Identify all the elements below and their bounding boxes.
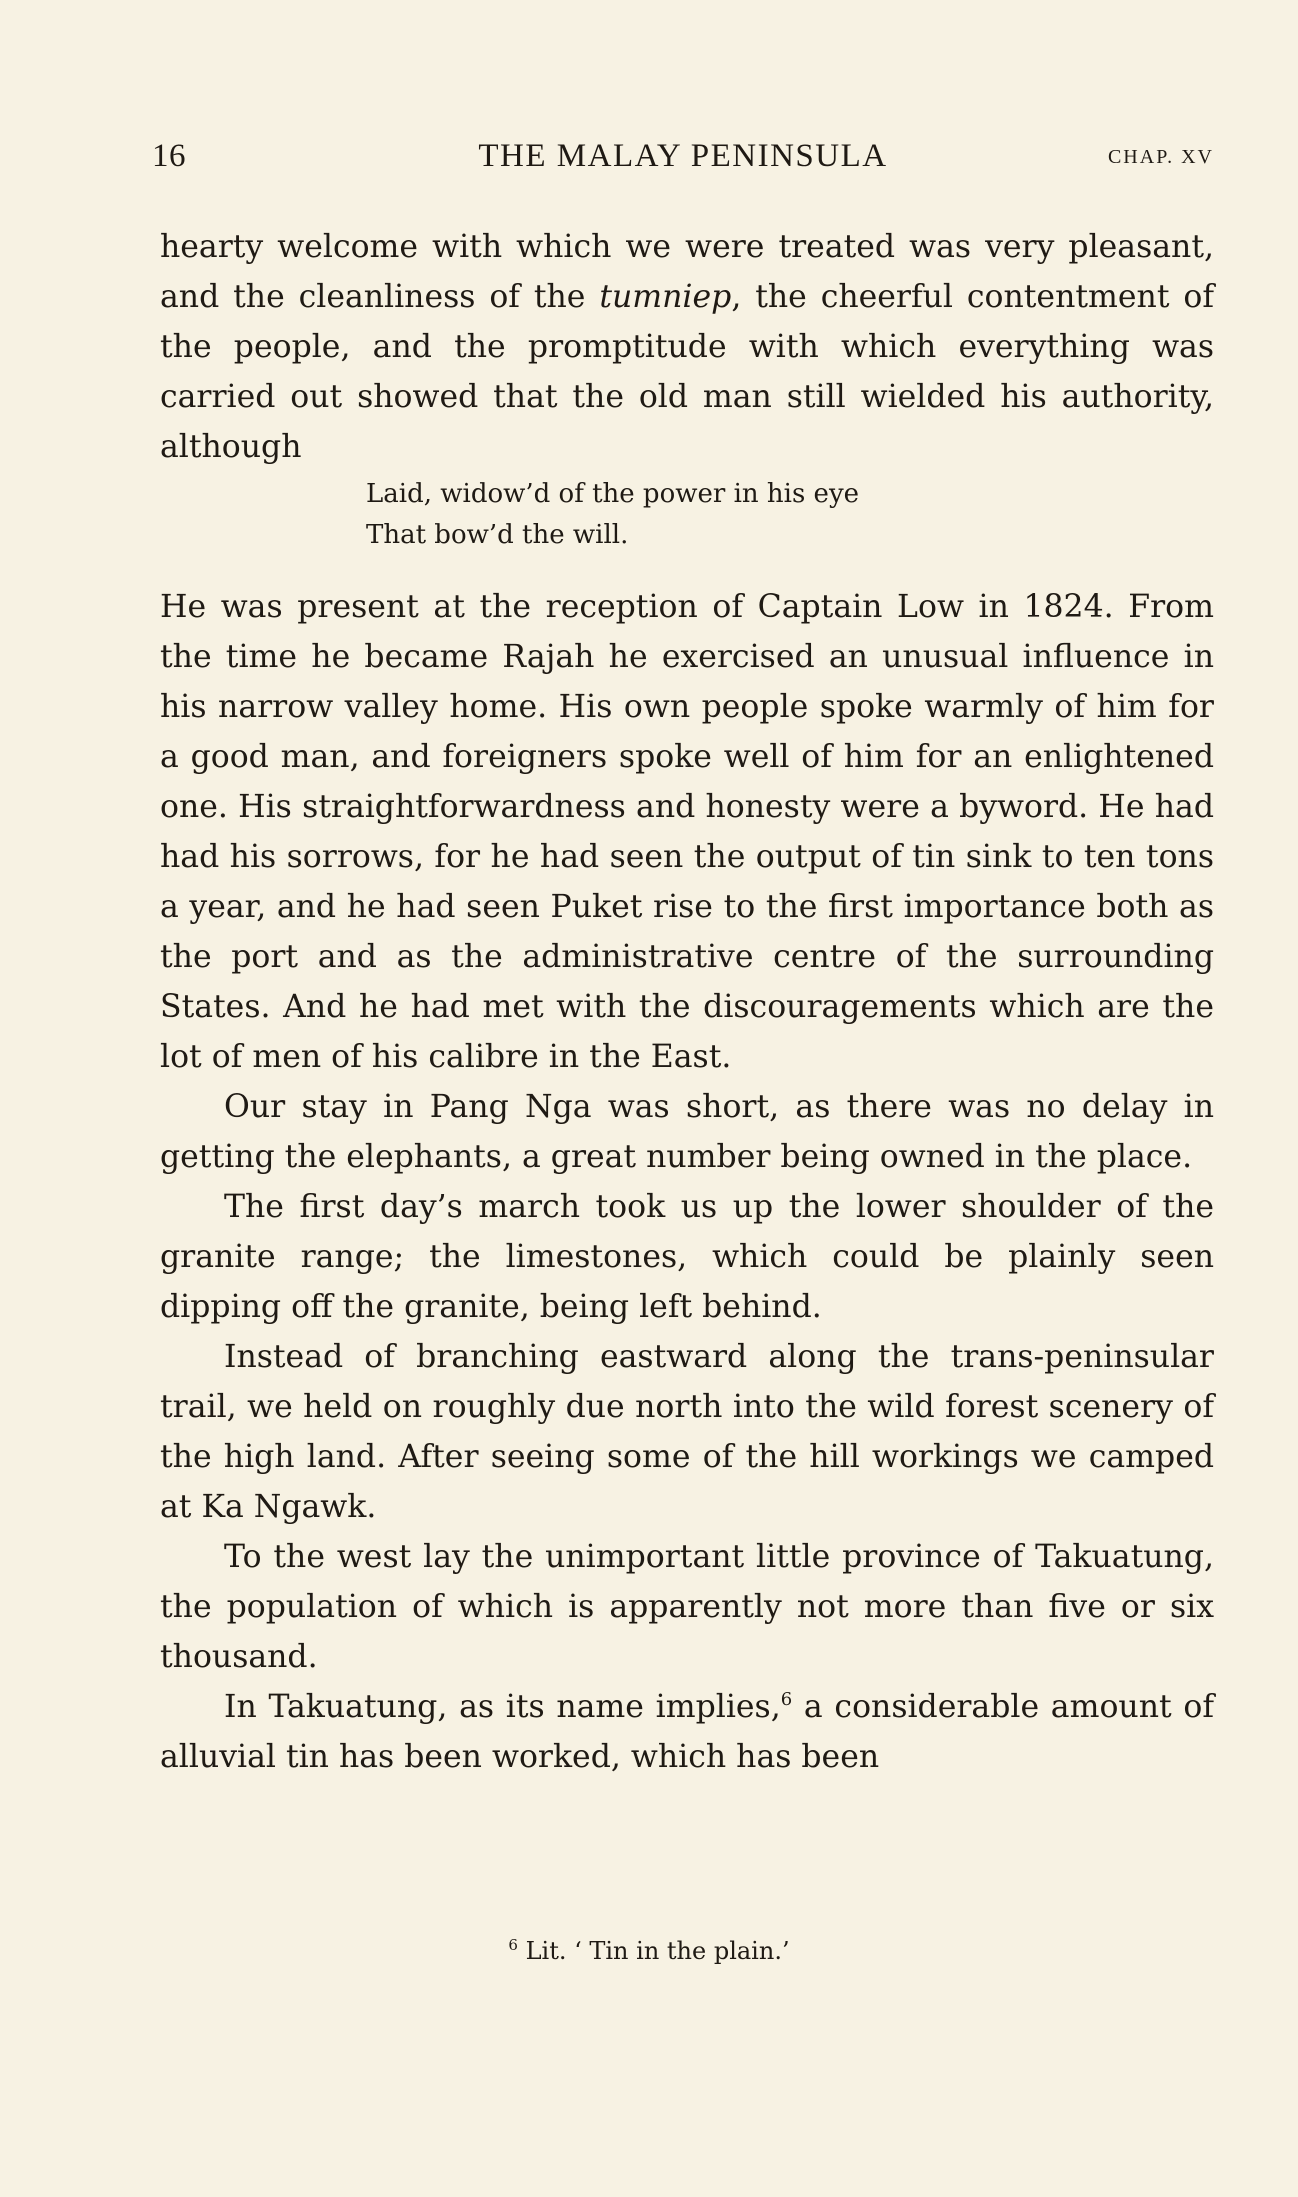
chapter-label: CHAP. XV bbox=[1107, 146, 1214, 168]
paragraph-7-text-b: a considerable amount of alluvial tin has been worked, which has been bbox=[160, 1689, 1214, 1775]
page-number: 16 bbox=[152, 138, 186, 174]
paragraph-1-text-a: hearty welcome with which we were treated was very pleasant, and the cleanliness of the bbox=[160, 229, 1214, 315]
footnote-reference: 6 bbox=[780, 1689, 793, 1710]
paragraph-3: Our stay in Pang Nga was short, as there was no delay in getting the elephants, a great number being owned in the place. bbox=[160, 1089, 1214, 1175]
running-head bbox=[152, 138, 1214, 182]
quote-line-1: Laid, widow’d of the power in his eye bbox=[366, 479, 860, 509]
paragraph-4: The first day’s march took us up the lower shoulder of the granite range; the limestones, which could be plainly seen dipping off the granite, being left behind. bbox=[160, 1189, 1214, 1325]
paragraph-5: Instead of branching eastward along the trans-peninsular trail, we held on roughly due north into the wild forest scenery of the high land. After seeing some of the hill workings we camped at Ka Ngawk. bbox=[160, 1339, 1214, 1525]
footnote bbox=[0, 1934, 1298, 1968]
body-text bbox=[160, 222, 1214, 1782]
footnote-text: Lit. ‘ Tin in the plain.’ bbox=[517, 1937, 790, 1965]
paragraph-2: He was present at the reception of Captain Low in 1824. From the time he became Rajah he exercised an unusual influence in his narrow valley home. His own people spoke warmly of him for a good man, and foreigners spoke well of him for an enlightened one. His straightforwardness and honesty were a byword. He had had his sorrows, for he had seen the output of tin sink to ten tons a year, and he had seen Puket rise to the first importance both as the port and as the administrative centre of the surrounding States. And he had met with the discouragements which are the lot of men of his calibre in the East. bbox=[160, 589, 1214, 1075]
paragraph-6: To the west lay the unimportant little province of Takuatung, the population of which is apparently not more than five or six thousand. bbox=[160, 1539, 1214, 1675]
paragraph-7-text-a: In Takuatung, as its name implies, bbox=[224, 1689, 781, 1725]
paragraph-7 bbox=[160, 1682, 1214, 1782]
paragraph-1 bbox=[160, 222, 1214, 472]
running-title: THE MALAY PENINSULA bbox=[478, 138, 888, 174]
italic-word: tumniep bbox=[599, 279, 732, 315]
quote-line-2: That bow’d the will. bbox=[366, 520, 629, 550]
verse-quotation bbox=[160, 474, 1214, 556]
paragraph-1-text-b: , the cheerful contentment of the people, and the promptitude with which everything was carried out showed that the old man still wielded his authority, although bbox=[160, 279, 1214, 465]
footnote-marker: 6 bbox=[508, 1936, 518, 1954]
